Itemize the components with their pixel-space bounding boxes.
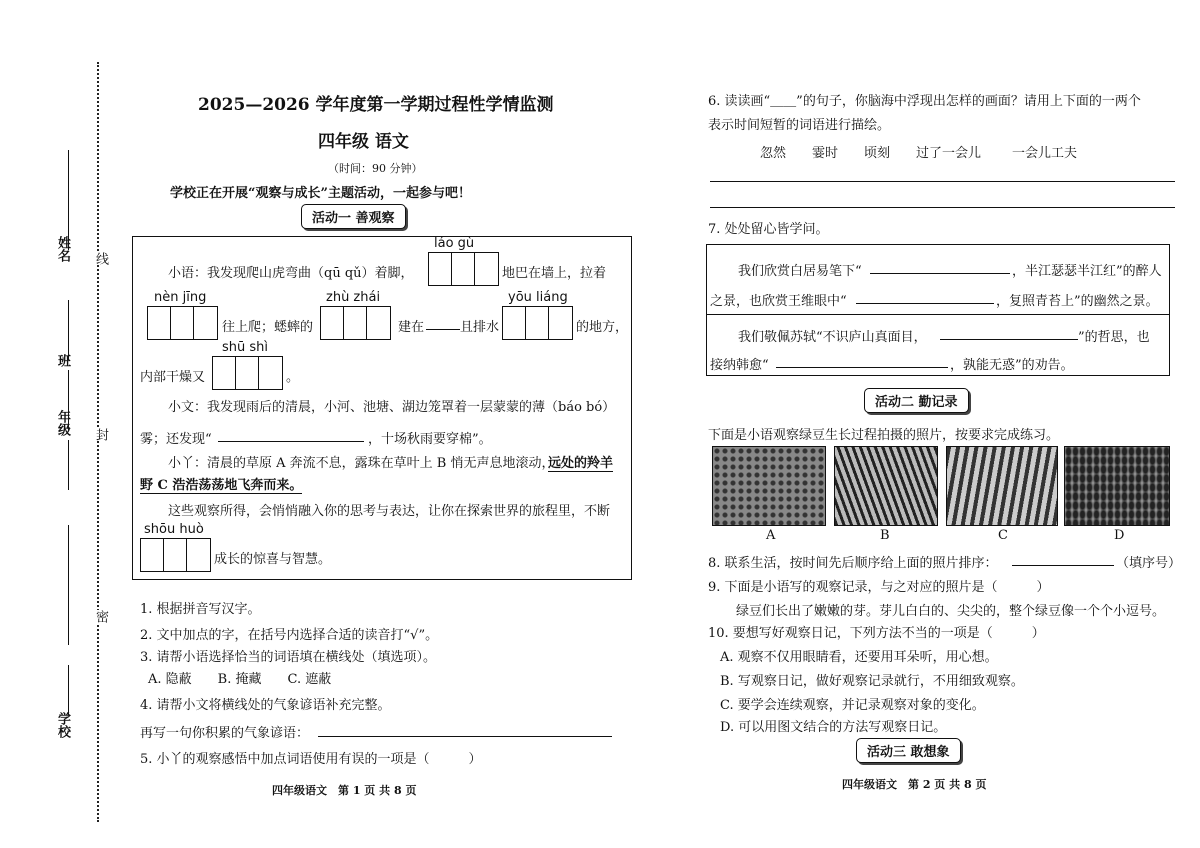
question-4-b: 再写一句你积累的气象谚语： (140, 726, 310, 741)
school-label: 学校 (55, 712, 70, 738)
photo-label-a: A (766, 528, 776, 543)
q7-box-divider (706, 314, 1170, 315)
name-label: 姓名 (55, 236, 70, 262)
grade-label: 年级 (55, 410, 70, 436)
question-4-answer-line[interactable] (318, 736, 612, 737)
q10-option-b: B. 写观察日记，做好观察记录就行，不用细致观察。 (720, 674, 1024, 689)
q7-box2-c: 接纳韩愈“ (710, 358, 769, 373)
seal-char-feng: 封 (93, 428, 108, 441)
question-2: 2. 文中加点的字，在括号内选择合适的读音打“√”。 (140, 628, 439, 643)
grade-extra-line (68, 440, 69, 490)
pinyin-shouhuo: shōu huò (144, 522, 204, 537)
question-7: 7. 处处留心皆学问。 (708, 222, 829, 237)
seal-char-xian: 线 (93, 252, 108, 265)
q7-blank-2[interactable] (856, 290, 994, 304)
page-2-footer: 四年级语文 第 2 页 共 8 页 (842, 778, 987, 791)
q7-box2-b: ”的哲思，也 (1078, 330, 1150, 345)
school-extra-line (68, 525, 69, 645)
passage-line-1b: 地巴在墙上，拉着 (502, 266, 607, 281)
binding-dotted-line (97, 62, 99, 822)
class-label: 班 (55, 354, 70, 367)
q6-answer-line-2[interactable] (710, 207, 1175, 208)
q7-box1-c: 之景，也欣赏王维眼中“ (710, 294, 847, 309)
q7-box1-d: ，复照青苔上”的幽然之景。 (996, 294, 1159, 309)
question-6-b: 表示时间短暂的词语进行描绘。 (708, 118, 891, 133)
passage-line-2b: 建在 (398, 320, 425, 335)
photo-label-c: C (998, 528, 1008, 543)
passage-line-2a: 往上爬；蟋蟀的 (222, 320, 314, 335)
exam-time: （时间：90 分钟） (328, 162, 423, 175)
photo-a-mung-beans (712, 446, 826, 526)
passage-line-6a: 小丫：清晨的草原 A 奔流不息，露珠在草叶上 B 悄无声息地滚动， (168, 456, 555, 471)
seal-char-mi: 密 (93, 610, 108, 623)
question-5: 5. 小丫的观察感悟中加点词语使用有误的一项是（ ） (140, 752, 482, 767)
passage-line-9: 成长的惊喜与智慧。 (214, 552, 332, 567)
q7-blank-4[interactable] (776, 354, 948, 368)
passage-line-3b: 。 (286, 370, 300, 385)
question-9: 9. 下面是小语写的观察记录，与之对应的照片是（ ） (708, 580, 1050, 595)
activity-2-badge: 活动二 勤记录 (864, 388, 969, 413)
question-9-text: 绿豆们长出了嫩嫩的芽。芽儿白白的、尖尖的，整个绿豆像一个个小逗号。 (736, 604, 1166, 619)
q7-box1-b: ，半江瑟瑟半江红”的醉人 (1012, 264, 1162, 279)
photo-label-d: D (1114, 528, 1125, 543)
q6-word-1: 忽然 (760, 146, 787, 161)
q10-option-a: A. 观察不仅用眼睛看，还要用耳朵听，用心想。 (720, 650, 998, 665)
pinyin-grid-shouhuo[interactable] (140, 538, 211, 572)
q8-answer-blank[interactable] (1012, 552, 1114, 566)
pinyin-shushi: shū shì (222, 340, 269, 355)
question-8: 8. 联系生活，按时间先后顺序给上面的照片排序： (708, 556, 998, 571)
q7-blank-1[interactable] (870, 260, 1010, 274)
photo-d-sprouted-beans (1064, 446, 1170, 526)
passage-line-8: 这些观察所得，会悄悄融入你的思考与表达，让你在探索世界的旅程里，不断 (168, 504, 611, 519)
pinyin-nenjing: nèn jīng (154, 290, 207, 305)
pinyin-zhuzhai: zhù zhái (326, 290, 381, 305)
pinyin-grid-shushi[interactable] (212, 356, 283, 390)
passage-line-6b-underlined: 远处的羚羊 (548, 452, 613, 472)
passage-line-2d: 的地方， (576, 320, 629, 335)
activity-1-badge: 活动一 善观察 (301, 204, 406, 229)
pinyin-youliang: yōu liáng (508, 290, 568, 305)
theme-intro: 学校正在开展“观察与成长”主题活动，一起参与吧！ (170, 186, 471, 201)
question-8-hint: （填序号） (1116, 556, 1182, 571)
question-3: 3. 请帮小语选择恰当的词语填在横线处（填选项）。 (140, 650, 437, 665)
question-4: 4. 请帮小文将横线处的气象谚语补充完整。 (140, 698, 391, 713)
q7-blank-3[interactable] (940, 326, 1078, 340)
q6-word-3: 顷刻 (864, 146, 891, 161)
passage-line-7-underlined: 野 C 浩浩荡荡地飞奔而来。 (140, 474, 302, 494)
q7-box2-d: ，孰能无惑”的劝告。 (950, 358, 1074, 373)
pinyin-grid-youliang[interactable] (502, 306, 573, 340)
q7-box1-a: 我们欣赏白居易笔下“ (738, 264, 862, 279)
passage-line-3a: 内部干燥又 (140, 370, 206, 385)
q6-word-4: 过了一会儿 (916, 146, 982, 161)
pinyin-grid-laogu[interactable] (428, 252, 499, 286)
passage-line-4: 小文：我发现雨后的清晨，小河、池塘、湖边笼罩着一层蒙蒙的薄（báo bó） (168, 400, 616, 415)
q6-answer-line-1[interactable] (710, 181, 1175, 182)
exam-subtitle: 四年级 语文 (318, 132, 409, 152)
q6-word-2: 霎时 (812, 146, 839, 161)
exam-title: 2025—2026 学年度第一学期过程性学情监测 (198, 95, 554, 115)
blank-q3[interactable] (426, 316, 460, 330)
passage-line-5a: 雾；还发现“ (140, 432, 212, 447)
name-write-line (68, 150, 69, 250)
photos-intro: 下面是小语观察绿豆生长过程拍摄的照片，按要求完成练习。 (708, 428, 1060, 443)
passage-line-2c: 且排水 (460, 320, 500, 335)
activity-3-badge: 活动三 敢想象 (856, 738, 961, 763)
class-write-line (68, 300, 69, 360)
passage-line-1a: 小语：我发现爬山虎弯曲（qū qǔ）着脚， (168, 266, 414, 281)
question-10: 10. 要想写好观察日记，下列方法不当的一项是（ ） (708, 626, 1045, 641)
q10-option-c: C. 要学会连续观察，并记录观察对象的变化。 (720, 698, 985, 713)
passage-line-5b: ，十场秋雨要穿棉”。 (368, 432, 492, 447)
question-1: 1. 根据拼音写汉字。 (140, 602, 261, 617)
pinyin-grid-zhuzhai[interactable] (320, 306, 391, 340)
question-6-a: 6. 读读画“＿＿”的句子，你脑海中浮现出怎样的画面？请用上下面的一两个 (708, 94, 1141, 109)
blank-proverb[interactable] (218, 428, 364, 442)
school-write-line (68, 665, 69, 715)
pinyin-laogu: láo gù (434, 236, 475, 251)
q10-option-d: D. 可以用图文结合的方法写观察日记。 (720, 720, 947, 735)
q6-word-5: 一会儿工夫 (1012, 146, 1078, 161)
pinyin-grid-nenjing[interactable] (147, 306, 218, 340)
question-3-options: A. 隐蔽 B. 掩藏 C. 遮蔽 (148, 672, 332, 687)
photo-label-b: B (880, 528, 890, 543)
q7-box2-a: 我们敬佩苏轼“不识庐山真面目， (738, 330, 927, 345)
photo-c-sprouts-tall (946, 446, 1058, 526)
photo-b-seedlings (834, 446, 938, 526)
page-1-footer: 四年级语文 第 1 页 共 8 页 (272, 784, 417, 797)
